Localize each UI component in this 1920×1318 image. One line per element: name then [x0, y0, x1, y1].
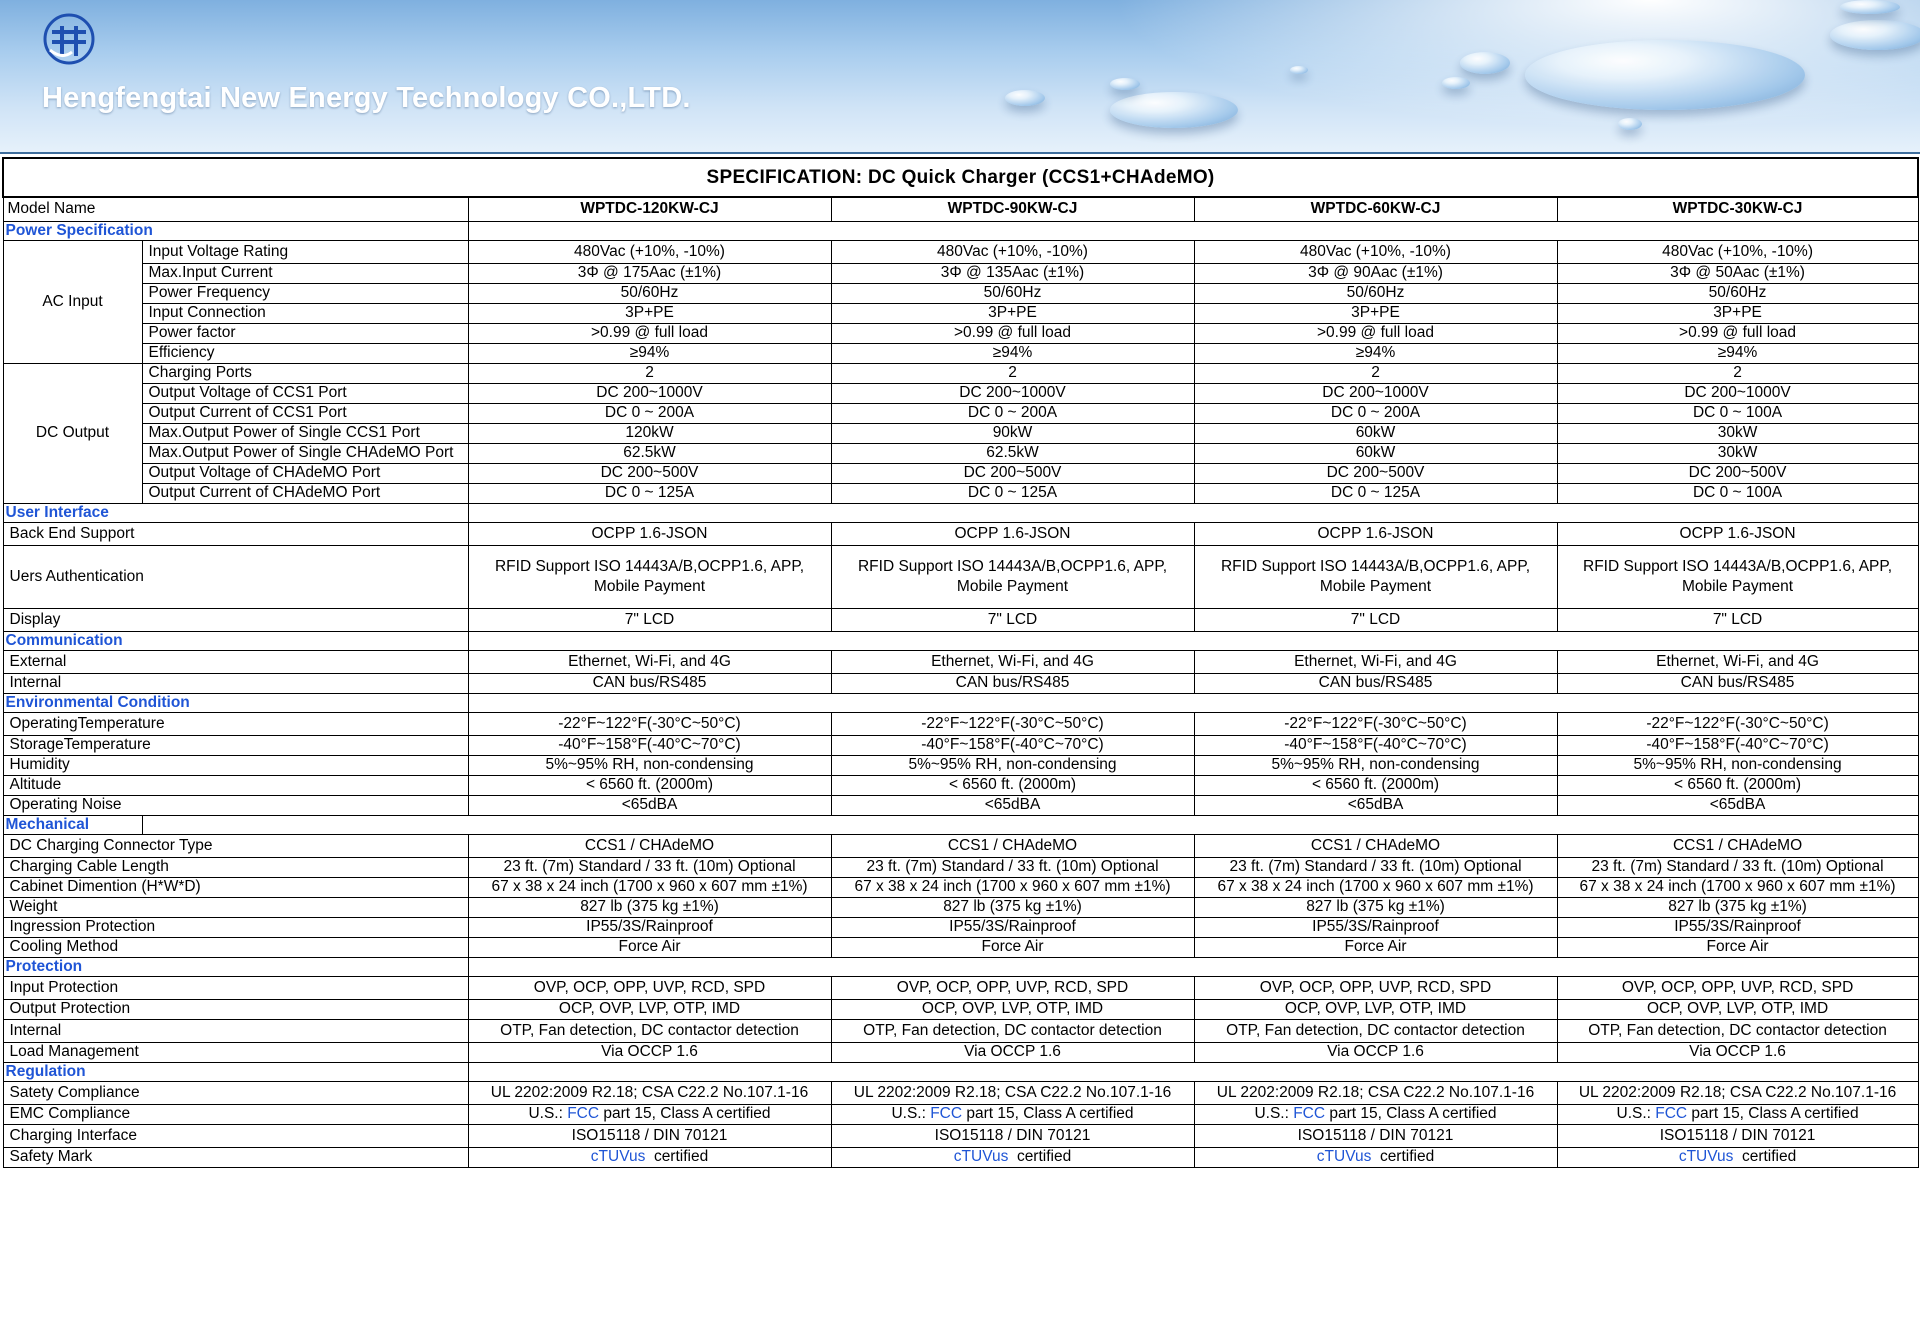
spec-label: Power factor: [142, 323, 468, 343]
spec-value: < 6560 ft. (2000m): [1557, 775, 1918, 795]
spec-value: Ethernet, Wi-Fi, and 4G: [831, 650, 1194, 673]
spec-label: Load Management: [3, 1042, 468, 1062]
spec-value: RFID Support ISO 14443A/B,OCPP1.6, APP, Mobile Payment: [468, 545, 831, 608]
spec-value: 30kW: [1557, 443, 1918, 463]
spec-value: 23 ft. (7m) Standard / 33 ft. (10m) Optional: [1194, 857, 1557, 877]
section-row: [3, 815, 1918, 834]
spec-table: [2, 157, 1919, 1168]
model-name: WPTDC-90KW-CJ: [831, 197, 1194, 221]
model-name: WPTDC-30KW-CJ: [1557, 197, 1918, 221]
spec-row: [3, 857, 1918, 877]
spec-label: Input Protection: [3, 976, 468, 999]
section-user-interface: User Interface: [3, 503, 468, 522]
spec-value: 60kW: [1194, 443, 1557, 463]
spec-value: Ethernet, Wi-Fi, and 4G: [1557, 650, 1918, 673]
spec-row: [3, 383, 1918, 403]
spec-value: 2: [831, 363, 1194, 383]
spec-value: DC 200~1000V: [831, 383, 1194, 403]
company-name: Hengfengtai New Energy Technology CO.,LTD.: [42, 82, 691, 114]
water-drop-decoration: [1840, 0, 1900, 14]
spec-value: DC 200~500V: [468, 463, 831, 483]
spec-label: Satety Compliance: [3, 1081, 468, 1104]
spec-row: [3, 917, 1918, 937]
spec-row: [3, 463, 1918, 483]
value-suffix: part 15, Class A certified: [962, 1105, 1134, 1122]
spec-label: Humidity: [3, 755, 468, 775]
spec-label: Output Current of CHAdeMO Port: [142, 483, 468, 503]
spec-value: 62.5kW: [468, 443, 831, 463]
value-suffix: certified: [1733, 1148, 1797, 1165]
section-row: [3, 503, 1918, 522]
spec-label: Output Voltage of CCS1 Port: [142, 383, 468, 403]
value-prefix: U.S.:: [528, 1105, 568, 1122]
spec-value: 7" LCD: [831, 608, 1194, 631]
spec-value: IP55/3S/Rainproof: [831, 917, 1194, 937]
spec-value: 480Vac (+10%, -10%): [831, 240, 1194, 263]
ctuvus-link[interactable]: cTUVus: [953, 1148, 1009, 1165]
spec-value: CAN bus/RS485: [1557, 673, 1918, 693]
spec-value: RFID Support ISO 14443A/B,OCPP1.6, APP, Mobile Payment: [1557, 545, 1918, 608]
spec-value: OCP, OVP, LVP, OTP, IMD: [1557, 999, 1918, 1019]
water-drop-decoration: [1290, 66, 1308, 74]
spec-value: CAN bus/RS485: [1194, 673, 1557, 693]
spec-value: OCPP 1.6-JSON: [468, 522, 831, 545]
spec-value: CAN bus/RS485: [468, 673, 831, 693]
spec-value: [1557, 1147, 1918, 1167]
water-drop-decoration: [1442, 77, 1470, 89]
spec-row: [3, 673, 1918, 693]
value-prefix: U.S.:: [1254, 1105, 1294, 1122]
spec-value: <65dBA: [1194, 795, 1557, 815]
spec-value: 827 lb (375 kg ±1%): [1557, 897, 1918, 917]
spec-value: -40°F~158°F(-40°C~70°C): [831, 735, 1194, 755]
spec-value: 480Vac (+10%, -10%): [468, 240, 831, 263]
model-name: WPTDC-120KW-CJ: [468, 197, 831, 221]
spec-row: [3, 795, 1918, 815]
spec-value: 2: [1194, 363, 1557, 383]
spec-row: [3, 775, 1918, 795]
spec-value: 7" LCD: [1557, 608, 1918, 631]
spec-value: 3P+PE: [831, 303, 1194, 323]
spec-value: DC 200~1000V: [1194, 383, 1557, 403]
value-suffix: part 15, Class A certified: [1687, 1105, 1859, 1122]
spec-value: OCPP 1.6-JSON: [831, 522, 1194, 545]
spec-value: [831, 1147, 1194, 1167]
spec-value: OVP, OCP, OPP, UVP, RCD, SPD: [468, 976, 831, 999]
spec-row: [3, 240, 1918, 263]
spec-label: Charging Cable Length: [3, 857, 468, 877]
spec-value: DC 0 ~ 125A: [468, 483, 831, 503]
spec-row: [3, 423, 1918, 443]
spec-value: -22°F~122°F(-30°C~50°C): [1194, 712, 1557, 735]
spec-value: DC 0 ~ 200A: [1194, 403, 1557, 423]
spec-value: -40°F~158°F(-40°C~70°C): [1194, 735, 1557, 755]
model-row: [3, 197, 1918, 221]
spec-value: 480Vac (+10%, -10%): [1557, 240, 1918, 263]
spec-value: ≥94%: [831, 343, 1194, 363]
spec-value: Via OCCP 1.6: [831, 1042, 1194, 1062]
spec-value: OCPP 1.6-JSON: [1194, 522, 1557, 545]
ctuvus-link[interactable]: cTUVus: [590, 1148, 646, 1165]
spec-row: [3, 522, 1918, 545]
spec-value: OCP, OVP, LVP, OTP, IMD: [1194, 999, 1557, 1019]
spec-value: OVP, OCP, OPP, UVP, RCD, SPD: [1557, 976, 1918, 999]
spec-value: IP55/3S/Rainproof: [1194, 917, 1557, 937]
model-name: WPTDC-60KW-CJ: [1194, 197, 1557, 221]
spec-label: Output Protection: [3, 999, 468, 1019]
section-row: [3, 693, 1918, 712]
value-suffix: certified: [1371, 1148, 1435, 1165]
section-protection: Protection: [3, 957, 468, 976]
spec-value: 50/60Hz: [1194, 283, 1557, 303]
spec-value: < 6560 ft. (2000m): [831, 775, 1194, 795]
spec-value: ≥94%: [468, 343, 831, 363]
value-suffix: certified: [1008, 1148, 1072, 1165]
spec-value: ISO15118 / DIN 70121: [831, 1124, 1194, 1147]
spec-label: Ingression Protection: [3, 917, 468, 937]
spec-value: RFID Support ISO 14443A/B,OCPP1.6, APP, Mobile Payment: [1194, 545, 1557, 608]
spec-value: DC 0 ~ 125A: [831, 483, 1194, 503]
spec-row: [3, 735, 1918, 755]
company-logo-icon: [42, 12, 96, 66]
spec-label: Cabinet Dimention (H*W*D): [3, 877, 468, 897]
spec-label: Max.Output Power of Single CCS1 Port: [142, 423, 468, 443]
section-filler: [468, 693, 1918, 712]
spec-label: Input Voltage Rating: [142, 240, 468, 263]
fcc-link[interactable]: FCC: [930, 1105, 963, 1122]
spec-value: -40°F~158°F(-40°C~70°C): [468, 735, 831, 755]
spec-value: DC 0 ~ 200A: [468, 403, 831, 423]
section-environmental-condition: Environmental Condition: [3, 693, 468, 712]
spec-value: DC 0 ~ 125A: [1194, 483, 1557, 503]
section-power-specification: Power Specification: [3, 221, 468, 240]
fcc-link[interactable]: FCC: [1655, 1105, 1688, 1122]
spec-label: Output Voltage of CHAdeMO Port: [142, 463, 468, 483]
spec-row: [3, 443, 1918, 463]
spec-row: [3, 1124, 1918, 1147]
spec-value: Via OCCP 1.6: [1194, 1042, 1557, 1062]
spec-row: [3, 263, 1918, 283]
spec-value: Via OCCP 1.6: [468, 1042, 831, 1062]
spec-value: CCS1 / CHAdeMO: [1194, 834, 1557, 857]
spec-value: 30kW: [1557, 423, 1918, 443]
section-filler: [468, 1062, 1918, 1081]
spec-value: 827 lb (375 kg ±1%): [468, 897, 831, 917]
value-suffix: part 15, Class A certified: [1325, 1105, 1497, 1122]
water-drop-decoration: [1460, 52, 1510, 74]
spec-value: [468, 1147, 831, 1167]
section-row: [3, 1062, 1918, 1081]
spec-value: UL 2202:2009 R2.18; CSA C22.2 No.107.1-16: [1557, 1081, 1918, 1104]
spec-label: Back End Support: [3, 522, 468, 545]
spec-value: 90kW: [831, 423, 1194, 443]
spec-value: Via OCCP 1.6: [1557, 1042, 1918, 1062]
spec-label: DC Charging Connector Type: [3, 834, 468, 857]
spec-row: [3, 343, 1918, 363]
spec-value: -22°F~122°F(-30°C~50°C): [1557, 712, 1918, 735]
spec-value: >0.99 @ full load: [1194, 323, 1557, 343]
spec-value: DC 0 ~ 100A: [1557, 483, 1918, 503]
section-row: [3, 221, 1918, 240]
spec-label: Altitude: [3, 775, 468, 795]
spec-row: [3, 1104, 1918, 1124]
spec-value: OTP, Fan detection, DC contactor detection: [831, 1019, 1194, 1042]
spec-value: >0.99 @ full load: [1557, 323, 1918, 343]
spec-value: DC 200~500V: [831, 463, 1194, 483]
spec-value: CCS1 / CHAdeMO: [468, 834, 831, 857]
spec-value: CAN bus/RS485: [831, 673, 1194, 693]
value-suffix: part 15, Class A certified: [599, 1105, 771, 1122]
spec-row: [3, 403, 1918, 423]
spec-label: Weight: [3, 897, 468, 917]
spec-value: UL 2202:2009 R2.18; CSA C22.2 No.107.1-16: [831, 1081, 1194, 1104]
spec-row: [3, 323, 1918, 343]
spec-value: IP55/3S/Rainproof: [1557, 917, 1918, 937]
spec-value: [468, 1104, 831, 1124]
water-drop-decoration: [1005, 90, 1045, 106]
ctuvus-link[interactable]: cTUVus: [1678, 1148, 1734, 1165]
spec-label: Internal: [3, 673, 468, 693]
fcc-link[interactable]: FCC: [1293, 1105, 1326, 1122]
spec-row: [3, 483, 1918, 503]
spec-value: 50/60Hz: [468, 283, 831, 303]
spec-value: [1194, 1147, 1557, 1167]
spec-label: StorageTemperature: [3, 735, 468, 755]
spec-value: 50/60Hz: [1557, 283, 1918, 303]
section-mechanical: Mechanical: [3, 815, 142, 834]
spec-row: [3, 1019, 1918, 1042]
value-prefix: U.S.:: [891, 1105, 931, 1122]
spec-value: 67 x 38 x 24 inch (1700 x 960 x 607 mm ±1%): [1557, 877, 1918, 897]
model-name-label: Model Name: [3, 197, 468, 221]
spec-label: OperatingTemperature: [3, 712, 468, 735]
spec-value: >0.99 @ full load: [468, 323, 831, 343]
spec-value: 827 lb (375 kg ±1%): [831, 897, 1194, 917]
ctuvus-link[interactable]: cTUVus: [1316, 1148, 1372, 1165]
spec-value: 5%~95% RH, non-condensing: [1557, 755, 1918, 775]
spec-value: DC 200~1000V: [1557, 383, 1918, 403]
spec-label: Charging Interface: [3, 1124, 468, 1147]
spec-value: ISO15118 / DIN 70121: [468, 1124, 831, 1147]
spec-row: [3, 650, 1918, 673]
header-banner: [0, 0, 1920, 154]
spec-value: CCS1 / CHAdeMO: [831, 834, 1194, 857]
spec-value: DC 0 ~ 100A: [1557, 403, 1918, 423]
spec-value: 5%~95% RH, non-condensing: [1194, 755, 1557, 775]
spec-value: <65dBA: [468, 795, 831, 815]
section-filler: [468, 221, 1918, 240]
spec-value: 480Vac (+10%, -10%): [1194, 240, 1557, 263]
spec-value: 3P+PE: [468, 303, 831, 323]
water-drop-decoration: [1618, 118, 1642, 130]
spec-label: Power Frequency: [142, 283, 468, 303]
spec-value: 67 x 38 x 24 inch (1700 x 960 x 607 mm ±1%): [831, 877, 1194, 897]
spec-value: DC 200~500V: [1194, 463, 1557, 483]
spec-value: 3Φ @ 50Aac (±1%): [1557, 263, 1918, 283]
spec-row: [3, 937, 1918, 957]
water-drop-decoration: [1110, 78, 1140, 90]
section-filler: [468, 957, 1918, 976]
spec-label: Display: [3, 608, 468, 631]
spec-label: Input Connection: [142, 303, 468, 323]
spec-row: [3, 877, 1918, 897]
spec-value: 7" LCD: [468, 608, 831, 631]
section-regulation: Regulation: [3, 1062, 468, 1081]
spec-row: [3, 976, 1918, 999]
spec-value: Ethernet, Wi-Fi, and 4G: [468, 650, 831, 673]
spec-label: Efficiency: [142, 343, 468, 363]
value-prefix: U.S.:: [1616, 1105, 1656, 1122]
spec-value: ISO15118 / DIN 70121: [1194, 1124, 1557, 1147]
dc-output-group: DC Output: [3, 363, 142, 503]
spec-value: OVP, OCP, OPP, UVP, RCD, SPD: [1194, 976, 1557, 999]
spec-value: < 6560 ft. (2000m): [468, 775, 831, 795]
spec-value: DC 0 ~ 200A: [831, 403, 1194, 423]
spec-value: OCP, OVP, LVP, OTP, IMD: [468, 999, 831, 1019]
spec-value: -22°F~122°F(-30°C~50°C): [831, 712, 1194, 735]
spec-label: Cooling Method: [3, 937, 468, 957]
spec-title: SPECIFICATION: DC Quick Charger (CCS1+CHAdeMO): [3, 158, 1918, 197]
spec-value: -22°F~122°F(-30°C~50°C): [468, 712, 831, 735]
spec-value: OCP, OVP, LVP, OTP, IMD: [831, 999, 1194, 1019]
spec-value: CCS1 / CHAdeMO: [1557, 834, 1918, 857]
title-row: [3, 158, 1918, 197]
spec-label: Max.Input Current: [142, 263, 468, 283]
spec-value: 23 ft. (7m) Standard / 33 ft. (10m) Optional: [468, 857, 831, 877]
spec-row: [3, 1147, 1918, 1167]
spec-value: 23 ft. (7m) Standard / 33 ft. (10m) Optional: [831, 857, 1194, 877]
spec-value: OTP, Fan detection, DC contactor detection: [1557, 1019, 1918, 1042]
spec-label: Uers Authentication: [3, 545, 468, 608]
ac-input-group: AC Input: [3, 240, 142, 363]
spec-value: OTP, Fan detection, DC contactor detection: [1194, 1019, 1557, 1042]
section-row: [3, 957, 1918, 976]
spec-label: Output Current of CCS1 Port: [142, 403, 468, 423]
spec-value: 2: [468, 363, 831, 383]
spec-value: [831, 1104, 1194, 1124]
spec-value: 67 x 38 x 24 inch (1700 x 960 x 607 mm ±1%): [1194, 877, 1557, 897]
spec-value: OCPP 1.6-JSON: [1557, 522, 1918, 545]
spec-value: [1194, 1104, 1557, 1124]
section-filler: [468, 631, 1918, 650]
section-filler: [142, 815, 1918, 834]
spec-value: 3Φ @ 175Aac (±1%): [468, 263, 831, 283]
spec-row: [3, 1081, 1918, 1104]
spec-value: OTP, Fan detection, DC contactor detection: [468, 1019, 831, 1042]
spec-value: 50/60Hz: [831, 283, 1194, 303]
spec-value: ISO15118 / DIN 70121: [1557, 1124, 1918, 1147]
spec-row: [3, 712, 1918, 735]
section-row: [3, 631, 1918, 650]
spec-value: Force Air: [1194, 937, 1557, 957]
spec-value: Ethernet, Wi-Fi, and 4G: [1194, 650, 1557, 673]
spec-value: DC 200~500V: [1557, 463, 1918, 483]
spec-value: ≥94%: [1557, 343, 1918, 363]
spec-value: DC 200~1000V: [468, 383, 831, 403]
spec-value: 23 ft. (7m) Standard / 33 ft. (10m) Optional: [1557, 857, 1918, 877]
spec-value: 67 x 38 x 24 inch (1700 x 960 x 607 mm ±1%): [468, 877, 831, 897]
value-suffix: certified: [645, 1148, 709, 1165]
spec-value: 3P+PE: [1194, 303, 1557, 323]
spec-value: UL 2202:2009 R2.18; CSA C22.2 No.107.1-16: [1194, 1081, 1557, 1104]
spec-value: 5%~95% RH, non-condensing: [831, 755, 1194, 775]
section-communication: Communication: [3, 631, 468, 650]
spec-label: Internal: [3, 1019, 468, 1042]
spec-label: EMC Compliance: [3, 1104, 468, 1124]
spec-value: ≥94%: [1194, 343, 1557, 363]
spec-label: Charging Ports: [142, 363, 468, 383]
water-drop-decoration: [1110, 92, 1238, 128]
spec-value: 827 lb (375 kg ±1%): [1194, 897, 1557, 917]
spec-value: Force Air: [1557, 937, 1918, 957]
spec-row: [3, 1042, 1918, 1062]
spec-row: [3, 999, 1918, 1019]
spec-value: OVP, OCP, OPP, UVP, RCD, SPD: [831, 976, 1194, 999]
water-drop-decoration: [1830, 20, 1920, 50]
fcc-link[interactable]: FCC: [567, 1105, 600, 1122]
spec-label: Safety Mark: [3, 1147, 468, 1167]
spec-value: <65dBA: [1557, 795, 1918, 815]
spec-value: 62.5kW: [831, 443, 1194, 463]
section-filler: [468, 503, 1918, 522]
spec-value: UL 2202:2009 R2.18; CSA C22.2 No.107.1-16: [468, 1081, 831, 1104]
spec-value: 7" LCD: [1194, 608, 1557, 631]
spec-label: External: [3, 650, 468, 673]
spec-value: Force Air: [831, 937, 1194, 957]
spec-value: >0.99 @ full load: [831, 323, 1194, 343]
spec-row: [3, 303, 1918, 323]
spec-value: 120kW: [468, 423, 831, 443]
spec-value: 3Φ @ 135Aac (±1%): [831, 263, 1194, 283]
spec-value: 60kW: [1194, 423, 1557, 443]
spec-row: [3, 834, 1918, 857]
spec-value: 3Φ @ 90Aac (±1%): [1194, 263, 1557, 283]
spec-value: RFID Support ISO 14443A/B,OCPP1.6, APP, Mobile Payment: [831, 545, 1194, 608]
spec-value: 2: [1557, 363, 1918, 383]
spec-value: 3P+PE: [1557, 303, 1918, 323]
spec-row: [3, 545, 1918, 608]
spec-row: [3, 755, 1918, 775]
spec-value: IP55/3S/Rainproof: [468, 917, 831, 937]
spec-label: Operating Noise: [3, 795, 468, 815]
spec-value: Force Air: [468, 937, 831, 957]
spec-value: -40°F~158°F(-40°C~70°C): [1557, 735, 1918, 755]
spec-value: 5%~95% RH, non-condensing: [468, 755, 831, 775]
spec-value: <65dBA: [831, 795, 1194, 815]
spec-row: [3, 608, 1918, 631]
water-drop-decoration: [1525, 40, 1805, 110]
spec-row: [3, 283, 1918, 303]
spec-label: Max.Output Power of Single CHAdeMO Port: [142, 443, 468, 463]
spec-value: < 6560 ft. (2000m): [1194, 775, 1557, 795]
spec-row: [3, 897, 1918, 917]
spec-row: [3, 363, 1918, 383]
spec-value: [1557, 1104, 1918, 1124]
